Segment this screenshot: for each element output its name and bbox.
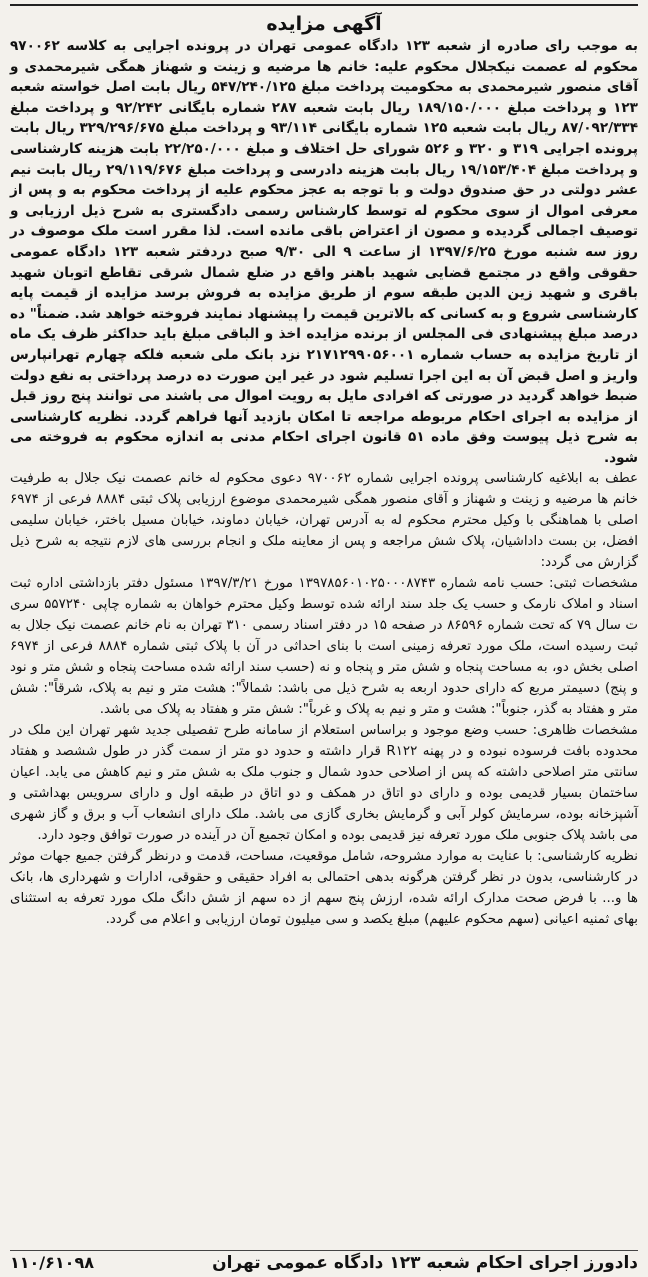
notice-title: آگهی مزایده	[266, 13, 382, 35]
expert-opinion-paragraph: نظریه کارشناسی: با عنایت به موارد مشروحه، شامل موقعیت، مساحت، قدمت و درنظر گرفتن جمیع جهات موثر در کارشناسی، بدون در نظر گرفتن هرگونه بدهی احتمالی به افراد حقیقی و حقوقی، ادارات و شهرداری ها، بانک ها و... با فرض صحت مدارک ارائه شده، ارزش پنج سهم از ده سهم از شش دانگ ملک مورد تعرفه به استثنای بهای ثمنیه اعیانی (سهم محکوم علیهم) مبلغ یکصد و سی میلیون تومان ارزیابی و اعلام می گردد.	[10, 849, 638, 928]
auction-main-paragraph: به موجب رای صادره از شعبه ۱۲۳ دادگاه عمومی تهران در پرونده اجرایی به کلاسه ۹۷۰۰۶۲ محکوم له عصمت نیکجلال محکوم علیه: خانم ها مرضیه و زینت و شهناز همگی شیرمحمدی و آقای منصور شیرمحمدی به محکومیت پرداخت مبلغ ۵۴۷/۲۴۰/۱۲۵ ریال بابت اصل خواسته شعبه ۱۲۳ و پرداخت مبلغ ۱۸۹/۱۵۰/۰۰۰ ریال بابت شعبه ۲۸۷ شماره بایگانی ۹۲/۲۴۲ و پرداخت مبلغ ۸۷/۰۹۲/۳۳۴ ریال بابت شعبه ۱۲۵ شماره بایگانی ۹۳/۱۱۴ و پرداخت مبلغ ۳۲۹/۲۹۶/۶۷۵ ریال بابت پرونده اجرایی ۳۱۹ و ۳۲۰ و ۵۲۶ شورای حل اختلاف و مبلغ ۲۲/۲۵۰/۰۰۰ بابت هزینه کارشناسی و پرداخت مبلغ ۱۹/۱۵۳/۴۰۴ ریال بابت هزینه دادرسی و پرداخت مبلغ ۲۹/۱۱۹/۶۷۶ ریال بابت نیم عشر دولتی در حق صندوق دولت و با توجه به عجز محکوم علیه از پرداخت محکوم به و پس از معرفی اموال از سوی محکوم له توسط کارشناس رسمی دادگستری به شرح ذیل ارزیابی و توصیف اجمالی گردیده و مصون از اعتراض باقی مانده است. لذا مقرر است ملک موصوف در روز سه شنبه مورخ ۱۳۹۷/۶/۲۵ از ساعت ۹ الی ۹/۳۰ صبح دردفتر شعبه ۱۲۳ دادگاه عمومی حقوقی واقع در مجتمع قضایی شهید باهنر واقع در ضلع شمال شرقی تقاطع اتوبان شهید باقری و شهید زین الدین طبقه سوم از طریق مزایده به فروش برسد مزایده از قیمت پایه کارشناسی شروع و به کسانی که بالاترین قیمت را پیشنهاد نمایند فروخته خواهد شد. ضمناً" ده درصد مبلغ پیشنهادی فی المجلس از برنده مزایده اخذ و الباقی مبلغ باید حداکثر ظرف یک ماه از تاریخ مزایده به حساب شماره ۲۱۷۱۲۹۹۰۵۶۰۰۱ نزد بانک ملی شعبه فلکه چهارم تهرانپارس واریز و اصل قبض آن به این اجرا تسلیم شود در غیر این صورت ده درصد پرداختی به نفع دولت ضبط خواهد گردید در صورتی که افرادی مایل به رویت اموال می باشند می توانند پنج روز قبل از مزایده به اجرای احکام مربوطه مراجعه تا امکان بازدید آنها فراهم گردد. نظریه کارشناسی به شرح ذیل پیوست وفق ماده ۵۱ قانون اجرای احکام مدنی به اندازه محکوم به فروخته می شود.	[10, 38, 639, 466]
registration-details-paragraph: مشخصات ثبتی: حسب نامه شماره ۱۳۹۷۸۵۶۰۱۰۲۵۰۰۰۸۷۴۳ مورخ ۱۳۹۷/۳/۲۱ مسئول دفتر بازداشتی اداره ثبت اسناد و املاک نارمک و حسب یک جلد سند ارائه شده توسط وکیل محترم خواهان به شماره چاپی ۵۵۷۲۴۰ سری ت سال ۷۹ که تحت شماره ۸۶۵۹۶ در صفحه ۱۵ در دفتر اسناد رسمی ۳۱۰ تهران به نام خانم عصمت نیک جلال به ثبت رسیده است، ملک مورد تعرفه زمینی است با بنای احداثی در آن با پلاک ثبتی شماره ۸۸۸۴ فرعی از ۶۹۷۴ اصلی بخش دو، به مساحت پنجاه و شش متر و پنجاه و نه (حسب سند ارائه شده مساحت پنجاه و شش متر و نود و پنج) دسیمتر مربع که دارای حدود اربعه به شرح ذیل می باشد: شمالاً": هشت متر و نیم به پلاک، شرقاً": شش متر و هفتاد به گذر، جنوباً": هشت و متر و نیم به پلاک و غرباً": شش متر و هفتاد به پلاک می باشد.	[10, 576, 639, 718]
top-border	[10, 4, 638, 10]
notice-code: ۱۱۰/۶۱۰۹۸	[10, 1253, 94, 1272]
physical-details-paragraph: مشخصات ظاهری: حسب وضع موجود و براساس استعلام از سامانه طرح تفصیلی جدید شهر تهران این ملک در محدوده بافت فرسوده نبوده و در پهنه R۱۲۲ قرار داشته و حدود دو متر از سمت گذر در طول ششصد و هفتاد سانتی متر اصلاحی داشته که پس از اصلاحی حدود شمال و جنوب ملک به شش متر و نیم کاهش می یابد. اعیان ساختمان بسیار قدیمی بوده و دارای دو اتاق در همکف و دو اتاق در طبقه اول و دارای سرویس بهداشتی و آشپزخانه بوده، سرمایش کولر آبی و گرمایش بخاری گازی می باشد. ملک دارای انشعاب آب و برق و گاز شهری می باشد پلاک جنوبی ملک مورد تعرفه نیز قدیمی بوده و امکان تجمیع آن در آینده در صورت توافق وجود دارد.	[10, 723, 638, 844]
notice-footer	[10, 1250, 638, 1273]
expert-reference-paragraph: عطف به ابلاغیه کارشناسی پرونده اجرایی شماره ۹۷۰۰۶۲ دعوی محکوم له خانم عصمت نیک جلال به طرفیت خانم ها مرضیه و زینت و شهناز و آقای منصور همگی شیرمحمدی موضوع ارزیابی پلاک ثبتی ۸۸۸۴ فرعی از ۶۹۷۴ اصلی با هماهنگی با وکیل محترم محکوم له به آدرس تهران، خیابان دماوند، خیابان مسیل باختر، خیابان سلیمی افضل، بن بست داداشیان، پلاک شش مراجعه و پس از معاینه ملک و انجام بررسی های لازم نتیجه به شرح ذیل گزارش می گردد:	[10, 471, 638, 571]
signature: دادورز اجرای احکام شعبه ۱۲۳ دادگاه عمومی تهران	[212, 1253, 638, 1273]
